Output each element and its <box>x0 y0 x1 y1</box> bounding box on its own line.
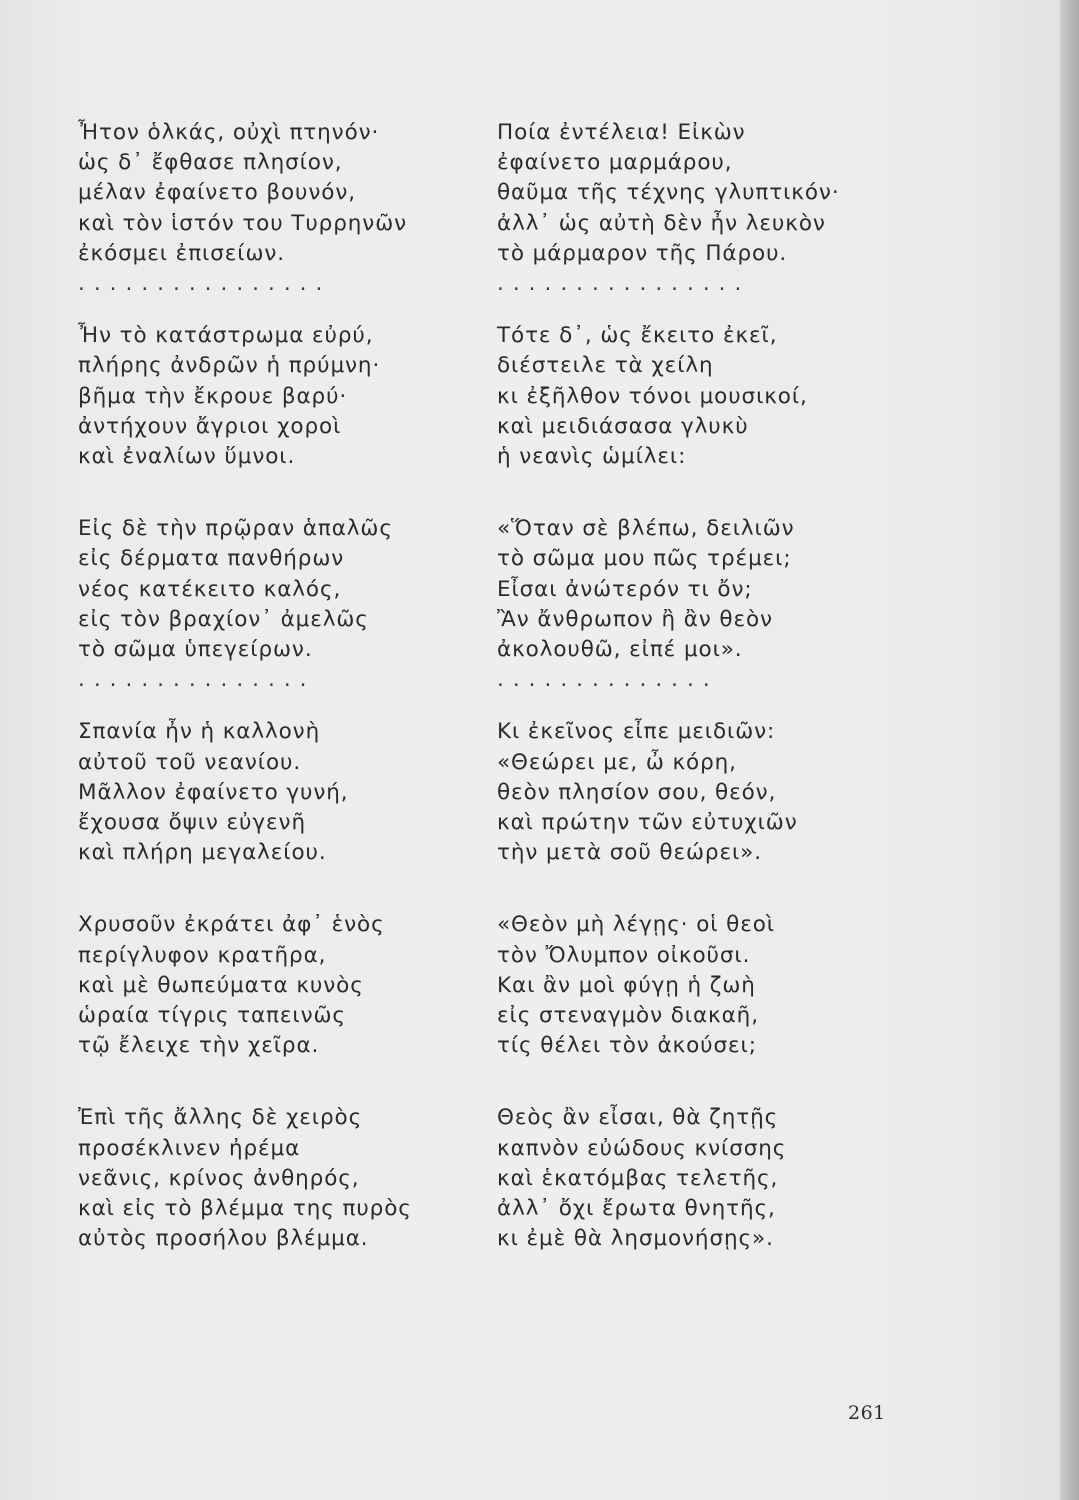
page-edge <box>1060 0 1079 1500</box>
verse-line: αὐτοῦ τοῦ νεανίου. <box>78 749 302 775</box>
verse-line: κι ἐμὲ θὰ λησμονήσῃς». <box>497 1226 774 1252</box>
verse-line: νεᾶνις, κρίνος ἀνθηρός, <box>78 1165 360 1191</box>
verse-line: Ποία ἐντέλεια! Εἰκὼν <box>497 120 746 145</box>
stanza <box>497 910 897 1061</box>
verse-line: τὸ σῶμα μου πῶς τρέμει; <box>497 546 792 572</box>
verse-line: διέστειλε τὰ χείλη <box>497 353 714 379</box>
verse-line: καπνὸν εὐώδους κνίσσης <box>497 1135 787 1161</box>
verse-line: Ἦτον ὁλκάς, οὐχὶ πτηνόν· <box>78 120 380 145</box>
stanza <box>78 514 478 695</box>
verse-line: καὶ ἑκατόμβας τελετῆς, <box>497 1165 779 1191</box>
verse-line: μέλαν ἐφαίνετο βουνόν, <box>78 180 356 206</box>
stanza <box>497 717 897 868</box>
verse-line: τίς θέλει τὸν ἀκούσει; <box>497 1033 757 1059</box>
verse-line: Χρυσοῦν ἐκράτει ἀφ᾽ ἑνὸς <box>78 912 385 938</box>
verse-line: τῷ ἔλειχε τὴν χεῖρα. <box>78 1033 320 1059</box>
verse-line: Εἰς δὲ τὴν πρῷραν ἁπαλῶς <box>78 516 393 542</box>
verse-line: Θεὸς ἂν εἶσαι, θὰ ζητῇς <box>497 1105 779 1131</box>
stanza <box>497 514 897 695</box>
verse-line: προσέκλινεν ἠρέμα <box>78 1135 301 1161</box>
verse-line: εἰς τὸν βραχίον᾽ ἀμελῶς <box>78 606 369 632</box>
verse-line: καὶ μὲ θωπεύματα κυνὸς <box>78 972 364 998</box>
verse-line: ἀλλ᾽ ὡς αὐτὴ δὲν ἦν λευκὸν <box>497 210 826 236</box>
verse-line: Ἂν ἄνθρωπον ἢ ἂν θεὸν <box>497 606 773 632</box>
left-column <box>78 118 478 1255</box>
verse-line: «Θεώρει με, ὦ κόρη, <box>497 749 737 775</box>
stanza <box>497 321 897 472</box>
verse-line: ἡ νεανὶς ὡμίλει: <box>497 444 687 470</box>
verse-line: τὸν Ὄλυμπον οἰκοῦσι. <box>497 942 751 968</box>
verse-line: καὶ εἰς τὸ βλέμμα της πυρὸς <box>78 1196 412 1222</box>
ellipsis-divider: ................ <box>497 271 751 297</box>
verse-line: ἀντήχουν ἄγριοι χοροὶ <box>78 413 342 439</box>
verse-line: καὶ πλήρη μεγαλείου. <box>78 840 327 866</box>
right-column <box>497 118 897 1255</box>
verse-line: πλήρης ἀνδρῶν ἡ πρύμνη· <box>78 353 381 379</box>
stanza <box>78 717 478 868</box>
verse-line: Εἶσαι ἀνώτερόν τι ὄν; <box>497 576 753 602</box>
verse-line: «Θεὸν μὴ λέγῃς· οἱ θεοὶ <box>497 912 775 938</box>
verse-line: καὶ ἐναλίων ὕμνοι. <box>78 444 296 470</box>
ellipsis-divider: ................ <box>78 271 332 297</box>
verse-line: καὶ πρώτην τῶν εὐτυχιῶν <box>497 810 798 836</box>
verse-line: θαῦμα τῆς τέχνης γλυπτικόν· <box>497 180 840 206</box>
verse-line: ἐφαίνετο μαρμάρου, <box>497 150 733 176</box>
ellipsis-divider: ............... <box>78 667 316 693</box>
verse-line: θεὸν πλησίον σου, θεόν, <box>497 779 777 805</box>
verse-line: Τότε δ᾽, ὡς ἔκειτο ἐκεῖ, <box>497 323 778 349</box>
verse-line: Ἦν τὸ κατάστρωμα εὐρύ, <box>78 323 374 349</box>
stanza <box>78 321 478 472</box>
verse-line: καὶ τὸν ἱστόν του Τυρρηνῶν <box>78 210 408 236</box>
stanza <box>497 118 897 299</box>
verse-line: κι ἐξῆλθον τόνοι μουσικοί, <box>497 383 808 409</box>
stanza <box>78 118 478 299</box>
verse-line: ἔχουσα ὄψιν εὐγενῆ <box>78 810 306 836</box>
verse-line: βῆμα τὴν ἔκρουε βαρύ· <box>78 383 348 409</box>
verse-line: τὸ μάρμαρον τῆς Πάρου. <box>497 240 788 266</box>
verse-line: Ἐπὶ τῆς ἄλλης δὲ χειρὸς <box>78 1105 363 1131</box>
verse-line: Μᾶλλον ἐφαίνετο γυνή, <box>78 779 349 805</box>
verse-line: τὸ σῶμα ὑπεγείρων. <box>78 637 313 663</box>
stanza <box>78 1103 478 1254</box>
ellipsis-divider: .............. <box>497 667 719 693</box>
stanza <box>497 1103 897 1254</box>
verse-line: Σπανία ἦν ἡ καλλονὴ <box>78 719 321 745</box>
verse-line: εἰς δέρματα πανθήρων <box>78 546 345 572</box>
verse-line: Κι ἐκεῖνος εἶπε μειδιῶν: <box>497 719 776 745</box>
verse-line: «Ὅταν σὲ βλέπω, δειλιῶν <box>497 516 795 542</box>
verse-line: ὡραία τίγρις ταπεινῶς <box>78 1003 346 1029</box>
verse-line: νέος κατέκειτο καλός, <box>78 576 342 602</box>
verse-line: καὶ μειδιάσασα γλυκὺ <box>497 413 749 439</box>
verse-line: ἀλλ᾽ ὄχι ἔρωτα θνητῆς, <box>497 1196 776 1222</box>
page-number: 261 <box>848 1402 886 1424</box>
verse-line: περίγλυφον κρατῆρα, <box>78 942 327 968</box>
verse-line: τὴν μετὰ σοῦ θεώρει». <box>497 840 762 866</box>
verse-line: αὐτὸς προσήλου βλέμμα. <box>78 1226 369 1252</box>
stanza <box>78 910 478 1061</box>
verse-line: ἀκολουθῶ, εἰπέ μοι». <box>497 637 743 663</box>
verse-line: Και ἂν μοὶ φύγῃ ἡ ζωὴ <box>497 972 756 998</box>
verse-line: εἰς στεναγμὸν διακαῆ, <box>497 1003 759 1029</box>
verse-line: ἐκόσμει ἐπισείων. <box>78 240 285 266</box>
verse-line: ὡς δ᾽ ἔφθασε πλησίον, <box>78 150 343 176</box>
